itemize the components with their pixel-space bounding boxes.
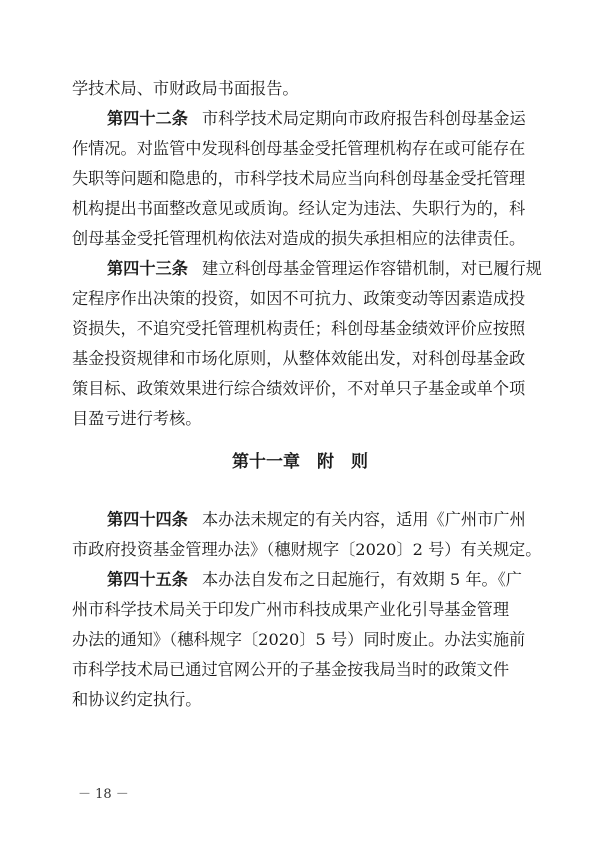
body-line: [0, 540, 600, 560]
line-text: 策目标、政策效果进行综合绩效评价，不对单只子基金或单个项: [72, 379, 526, 398]
line-text: 市科学技术局定期向市政府报告科创母基金运: [201, 109, 526, 128]
article-first-line: [0, 109, 600, 129]
body-line: [0, 319, 600, 339]
line-text: 办法的通知》（穗科规字〔2020〕5 号）同时废止。办法实施前: [72, 630, 526, 649]
body-line: [0, 139, 600, 159]
body-line: [0, 409, 600, 429]
line-text: 资损失，不追究受托管理机构责任；科创母基金绩效评价应按照: [72, 319, 526, 338]
line-text: 州市科学技术局关于印发广州市科技成果产业化引导基金管理: [72, 600, 510, 619]
chapter-heading: 第十一章 附 则: [232, 452, 368, 472]
line-text: 定程序作出决策的投资，如因不可抗力、政策变动等因素造成投: [72, 289, 526, 308]
line-text: 市政府投资基金管理办法》（穗财规字〔2020〕2 号）有关规定。: [72, 540, 542, 559]
line-text: 和协议约定执行。: [72, 690, 202, 709]
line-text: 失职等问题和隐患的，市科学技术局应当向科创母基金受托管理: [72, 169, 526, 188]
article-heading: 第四十五条: [107, 570, 188, 589]
article-heading: 第四十三条: [107, 259, 188, 278]
line-text: 基金投资规律和市场化原则，从整体效能出发，对科创母基金政: [72, 349, 526, 368]
body-line: [0, 229, 600, 249]
line-text: 本办法未规定的有关内容，适用《广州市广州: [201, 510, 526, 529]
line-text: 创母基金受托管理机构依法对造成的损失承担相应的法律责任。: [72, 229, 526, 248]
article-heading: 第四十四条: [107, 510, 188, 529]
body-line: [0, 349, 600, 369]
line-text: 学技术局、市财政局书面报告。: [72, 79, 299, 98]
line-text: 市科学技术局已通过官网公开的子基金按我局当时的政策文件: [72, 660, 510, 679]
article-heading: 第四十二条: [107, 109, 188, 128]
line-text: 建立科创母基金管理运作容错机制，对已履行规: [201, 259, 542, 278]
article-first-line: [0, 510, 600, 530]
body-line: [0, 600, 600, 620]
body-line: [0, 630, 600, 650]
article-first-line: [0, 259, 600, 279]
body-line: [0, 379, 600, 399]
line-text: 目盈亏进行考核。: [72, 409, 202, 428]
body-line: [0, 289, 600, 309]
body-line: [0, 690, 600, 710]
line-text: 作情况。对监管中发现科创母基金受托管理机构存在或可能存在: [72, 139, 526, 158]
line-text: 本办法自发布之日起施行，有效期 5 年。《广: [201, 570, 522, 589]
line-text: 机构提出书面整改意见或质询。经认定为违法、失职行为的，科: [72, 199, 526, 218]
body-line: [0, 199, 600, 219]
body-line: [0, 169, 600, 189]
body-line: [0, 79, 600, 99]
article-first-line: [0, 570, 600, 590]
page-number: － 18 －: [78, 787, 129, 802]
body-line: [0, 660, 600, 680]
